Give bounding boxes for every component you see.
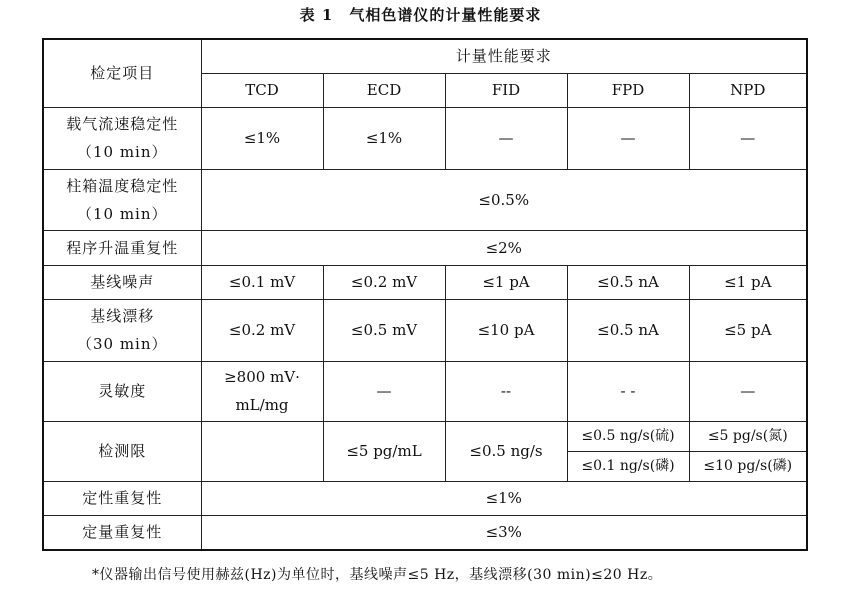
table-title: 表 1 气相色谱仪的计量性能要求 [299, 6, 542, 24]
row-label-qualitative-repeatability: 定性重复性 [43, 481, 201, 515]
cell-all-detectors: ≤2% [201, 230, 807, 265]
cell-tcd: ≤1% [201, 107, 323, 169]
detector-header-tcd: TCD [201, 73, 323, 107]
table-row [43, 361, 807, 421]
row-label-line: 载气流速稳定性 [66, 115, 179, 133]
cell-tcd [201, 361, 323, 421]
cell-ecd: — [323, 361, 445, 421]
row-label-baseline-drift [43, 299, 201, 361]
cell-npd: ≤1 pA [689, 265, 807, 299]
table-row [43, 481, 807, 515]
cell-tcd: ≤0.1 mV [201, 265, 323, 299]
cell-all-detectors: ≤1% [201, 481, 807, 515]
cell-fpd-sulfur: ≤0.5 ng/s(硫) [581, 427, 675, 444]
cell-ecd: ≤1% [323, 107, 445, 169]
detector-header-fid: FID [445, 73, 567, 107]
row-label-detection-limit: 检测限 [43, 421, 201, 481]
detector-header-fpd: FPD [567, 73, 689, 107]
cell-fpd: ≤0.5 nA [567, 265, 689, 299]
cell-npd-nitrogen: ≤5 pg/s(氮) [707, 427, 788, 444]
cell-ecd: ≤0.2 mV [323, 265, 445, 299]
table-row [43, 169, 807, 230]
item-column-header: 检定项目 [43, 39, 201, 107]
row-label-line: （30 min） [76, 335, 168, 353]
cell-line: ≥800 mV· [224, 368, 300, 386]
row-label-line: （10 min） [76, 143, 168, 161]
cell-tcd: ≤0.2 mV [201, 299, 323, 361]
table-row [43, 515, 807, 550]
row-label-column-temp [43, 169, 201, 230]
cell-npd: — [689, 361, 807, 421]
row-label-line: 基线漂移 [90, 307, 155, 325]
cell-all-detectors: ≤0.5% [201, 169, 807, 230]
row-label-sensitivity: 灵敏度 [43, 361, 201, 421]
table-row [43, 421, 807, 481]
cell-line: mL/mg [235, 396, 289, 414]
cell-fid: ≤0.5 ng/s [445, 421, 567, 481]
cell-fid: ≤1 pA [445, 265, 567, 299]
row-label-carrier-flow [43, 107, 201, 169]
table-row [43, 230, 807, 265]
row-label-quantitative-repeatability: 定量重复性 [43, 515, 201, 550]
row-label-program-temp: 程序升温重复性 [43, 230, 201, 265]
cell-tcd [201, 421, 323, 481]
row-label-baseline-noise: 基线噪声 [43, 265, 201, 299]
cell-fid: ≤10 pA [445, 299, 567, 361]
metrology-requirements-table [42, 38, 808, 551]
cell-fpd: - - [567, 361, 689, 421]
cell-ecd: ≤5 pg/mL [323, 421, 445, 481]
cell-fpd-phosphorus: ≤0.1 ng/s(磷) [568, 451, 689, 481]
detector-header-npd: NPD [689, 73, 807, 107]
row-label-line: 柱箱温度稳定性 [66, 176, 179, 195]
table-row [43, 299, 807, 361]
table-row [43, 107, 807, 169]
cell-fpd: — [567, 107, 689, 169]
cell-npd: — [689, 107, 807, 169]
row-label-line: （10 min） [76, 204, 168, 223]
cell-fpd [567, 421, 689, 481]
requirements-group-header: 计量性能要求 [201, 39, 807, 73]
table-row [43, 265, 807, 299]
cell-fid: — [445, 107, 567, 169]
cell-npd-phosphorus: ≤10 pg/s(磷) [690, 451, 807, 481]
detector-header-ecd: ECD [323, 73, 445, 107]
cell-fpd: ≤0.5 nA [567, 299, 689, 361]
cell-fid: -- [445, 361, 567, 421]
cell-npd [689, 421, 807, 481]
header-row-1 [43, 39, 807, 73]
table-footnote: *仪器输出信号使用赫兹(Hz)为单位时，基线噪声≤5 Hz，基线漂移(30 min)≤20 Hz。 [92, 567, 663, 583]
cell-npd: ≤5 pA [689, 299, 807, 361]
cell-ecd: ≤0.5 mV [323, 299, 445, 361]
cell-all-detectors: ≤3% [201, 515, 807, 550]
